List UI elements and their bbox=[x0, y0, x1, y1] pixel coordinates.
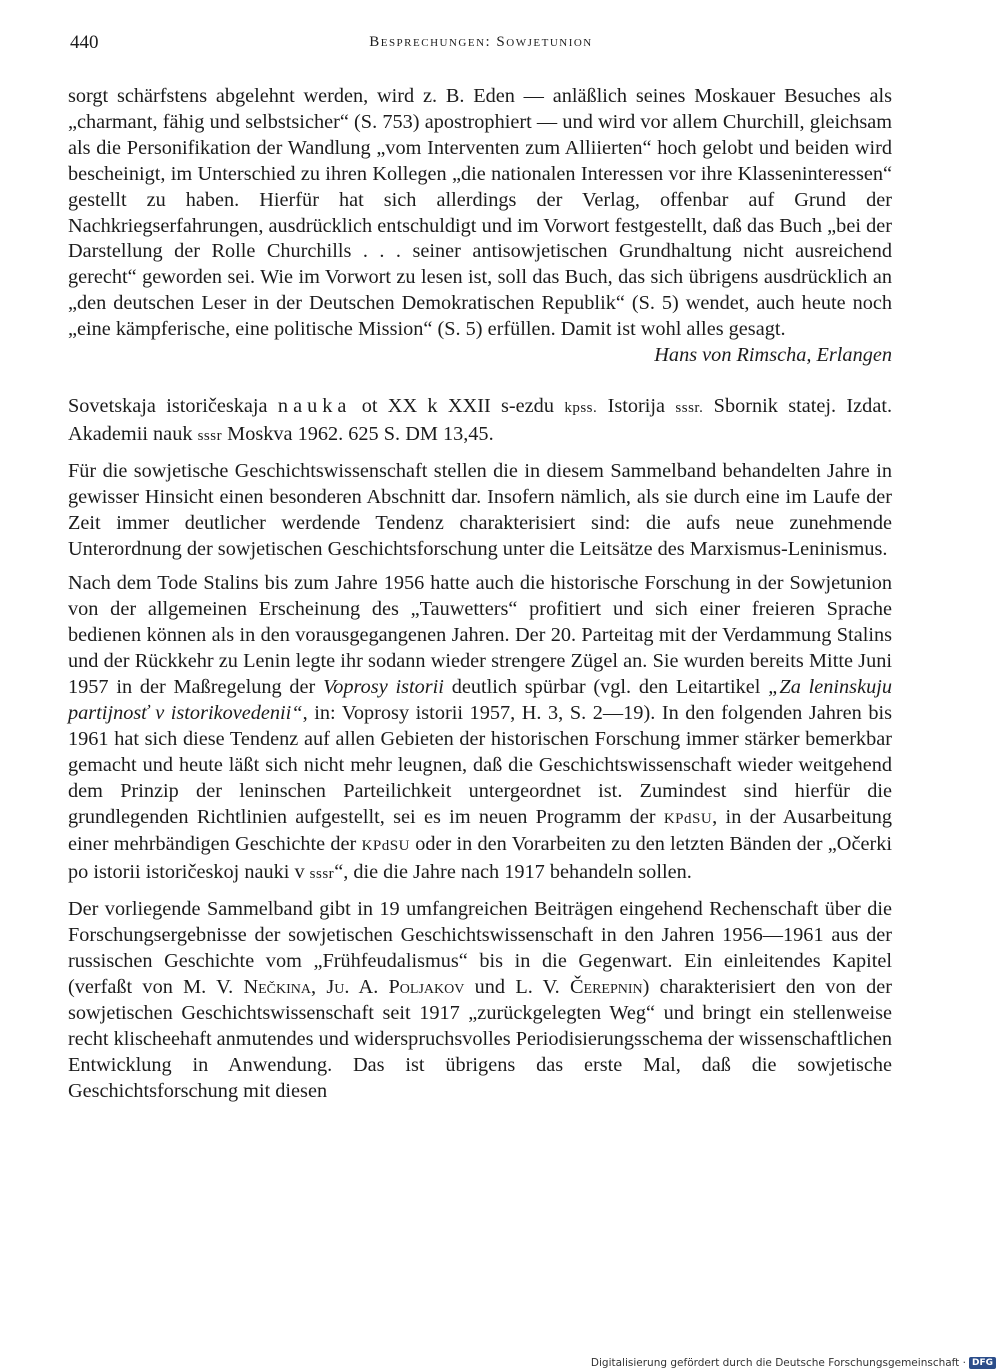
separator: , bbox=[311, 976, 317, 998]
separator: und bbox=[474, 976, 506, 998]
author-name: Ju. A. Poljakov bbox=[326, 976, 465, 998]
paragraph-text: , in der Ausarbeitung einer mehrbändigen Geschichte der bbox=[68, 805, 893, 856]
review-citation bbox=[68, 394, 892, 450]
citation-abbreviation: kpss. bbox=[564, 399, 598, 416]
paragraph-text: Der vorliegende Sammelband gibt in 19 umfangreichen Beiträgen eingehend Rechenschaft über die Forschungsergebnisse der sowjetischen Geschichtswissenschaft in den Jahren 1956—1961 aus der russischen Geschichte vom „Frühfeudalismus“ bis in die Gegenwart. Ein einleitendes Kapitel (verfaßt von bbox=[68, 898, 892, 998]
running-head: Besprechungen: Sowjetunion bbox=[369, 34, 593, 50]
italic-title: „Za leninskuju partijnosť v istorikovedenii“ bbox=[68, 676, 892, 724]
digitization-footer bbox=[591, 1357, 996, 1369]
paragraph-text: , in: Voprosy istorii 1957, H. 3, S. 2—19). In den folgenden Jahren bis 1961 hat sich diese Tendenz auf allen Gebieten der historischen Forschung immer stärker bemerkbar gemacht und heute läßt sich nicht mehr leugnen, daß die Geschichtswissenschaft wieder weitgehend dem Prinzip der leninschen Parteilichkeit untergeordnet ist. Zumindest sind hierfür die grundlegenden Richtlinien aufgestellt, sei es im neuen Programm der bbox=[68, 701, 892, 828]
paragraph-text: deutlich spürbar (vgl. den Leitartikel bbox=[451, 676, 761, 699]
previous-review-text: sorgt schärfstens abgelehnt werden, wird z. B. Eden — anläßlich seines Moskauer Besuches als „charmant, fähig und selbstsicher“ (S. 753) apostrophiert — und wird vor allem Churchill, gleichsam als die Personifikation der Wandlung „vom Interventen zum Alliierten“ hoch gelobt und beiden wird bescheinigt, im Unterschied zu ihren Kollegen „die nationalen Interessen vor ihre Klasseninteressen“ gestellt zu haben. Hierfür hat sich allerdings der Verlag, offenbar auf Grund der Nachkriegserfahrungen, ausdrücklich entschuldigt und im Vorwort festgestellt, daß das Buch „bei der Darstellung der Rolle Churchills . . . seiner antisowjetischen Grundhaltung nicht ausreichend gerecht“ geworden sei. Wie im Vorwort zu lesen ist, soll das Buch, das sich übrigens ausdrücklich an „den deutschen Leser in der Deutschen Demokratischen Republik“ (S. 5) wendet, auch heute noch „eine kämpferische, eine politische Mission“ (S. 5) erfüllen. Damit ist wohl alles gesagt. bbox=[68, 85, 892, 341]
abbreviation: sssr bbox=[309, 866, 335, 883]
page-body bbox=[68, 84, 892, 1105]
paragraph-text: “, die die Jahre nach 1917 behandeln sollen. bbox=[334, 861, 692, 884]
review-paragraph-3 bbox=[68, 897, 892, 1104]
abbreviation: KPdSU bbox=[361, 838, 410, 855]
author-name: M. V. Nečkina bbox=[183, 976, 311, 998]
review-paragraph-2 bbox=[68, 571, 892, 888]
citation-part: Sovetskaja istoričeskaja bbox=[68, 394, 268, 417]
citation-part: ot XX k XXII s-ezdu bbox=[361, 394, 554, 417]
paragraph-text: oder in den Vorarbeiten zu den letzten Bänden der „Očerki po istorii istoričeskoj nauki v bbox=[68, 833, 892, 884]
author-name: L. V. Čerepnin bbox=[515, 976, 643, 998]
review-paragraph-1: Für die sowjetische Geschichtswissenschaft stellen die in diesem Sammelband behandelten Jahre in gewisser Hinsicht einen besonderen Abschnitt dar. Insofern nämlich, als sie durch eine im Laufe der Zeit immer deutlicher werdende Tendenz charakterisiert sind: die aufs neue zunehmende Unterordnung der sowjetischen Geschichtsforschung unter die Leitsätze des Marxismus-Leninismus. bbox=[68, 459, 892, 560]
citation-abbreviation: sssr bbox=[197, 427, 223, 444]
paragraph-text: Nach dem Tode Stalins bis zum Jahre 1956 hatte auch die historische Forschung in der Sowjetunion von der allgemeinen Erscheinung des „Tauwetters“ profitiert und sich einer freieren Sprache bedienen können als in den vorausgegangenen Jahren. Der 20. Parteitag mit der Verdammung Stalins und der Rückkehr zu Lenin legte ihr sodann wieder strengere Zügel an. Sie wurden bereits Mitte Juni 1957 in der Maßregelung der bbox=[68, 572, 892, 699]
page-header bbox=[70, 32, 892, 60]
citation-spaced-word: nauka bbox=[277, 394, 352, 417]
dfg-logo-icon: DFG bbox=[969, 1357, 996, 1369]
citation-part: Moskva 1962. 625 S. DM 13,45. bbox=[227, 422, 494, 445]
footer-text: Digitalisierung gefördert durch die Deutsche Forschungsgemeinschaft · bbox=[590, 1357, 966, 1369]
italic-title: Voprosy istorii bbox=[323, 676, 444, 699]
abbreviation: KPdSU bbox=[663, 810, 713, 827]
citation-abbreviation: sssr. bbox=[675, 399, 704, 416]
citation-part: Istorija bbox=[607, 394, 666, 417]
paragraph-text: ) charakterisiert den von der sowjetischen Geschichtswissenschaft seit 1917 „zurückgelegten Weg“ und bringt ein stellenweise recht klischeehaft anmutendes und widerspruchsvolles Periodisierungsschema der wissenschaftlichen Entwicklung in Anwendung. Das ist übrigens das erste Mal, daß die sowjetische Geschichtsforschung mit diesen bbox=[68, 976, 893, 1102]
reviewer-signature: Hans von Rimscha, Erlangen bbox=[654, 344, 892, 367]
page-number: 440 bbox=[70, 32, 99, 53]
citation-part: Sbornik statej. Izdat. Akademii nauk bbox=[68, 394, 893, 445]
